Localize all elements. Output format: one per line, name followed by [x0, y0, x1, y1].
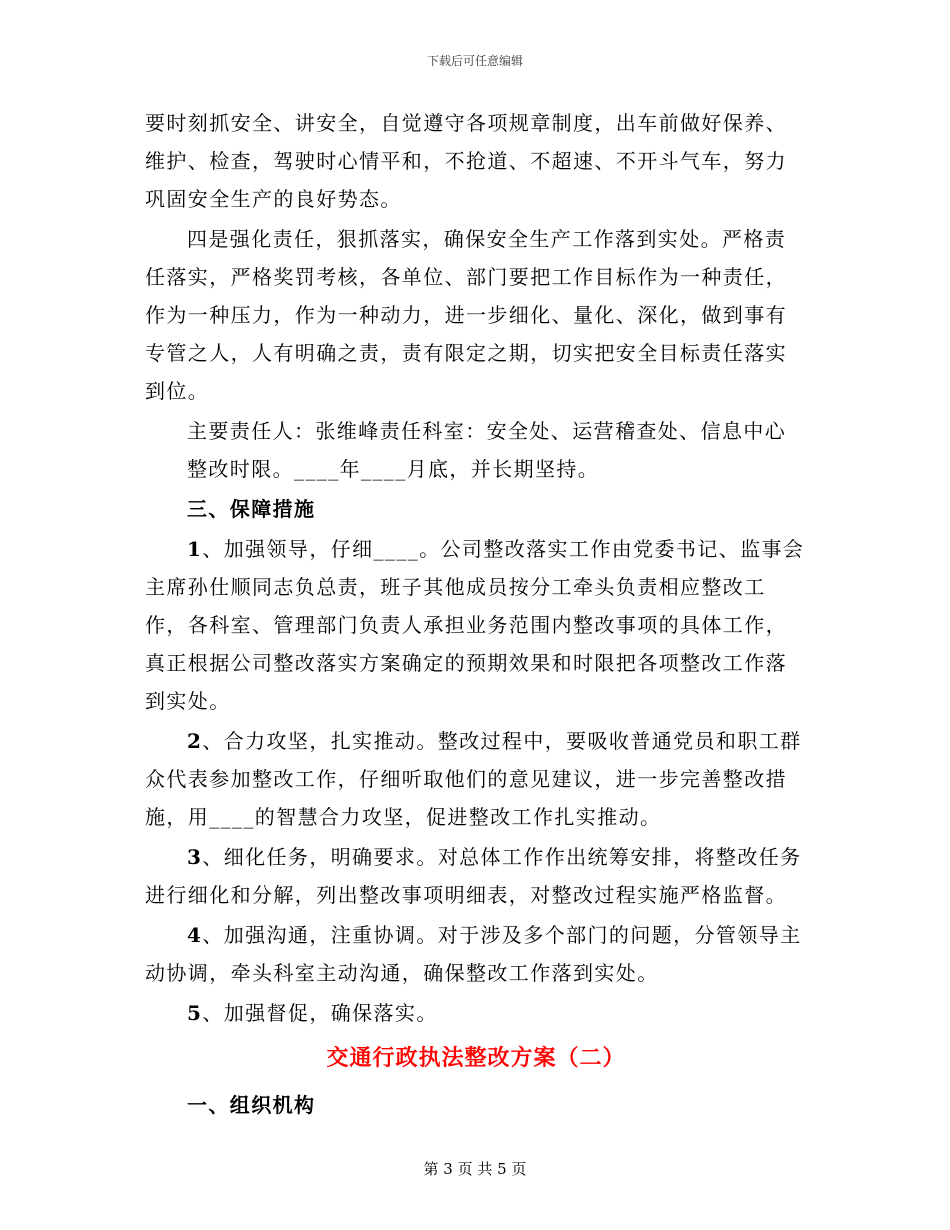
paragraph-deadline: 整改时限。____年____月底，并长期坚持。 — [187, 457, 600, 481]
page-footer: 第 3 页 共 5 页 — [423, 1160, 527, 1178]
measure-number: 1 — [187, 537, 203, 561]
paragraph-responsible-person: 主要责任人：张维峰责任科室：安全处、运营稽查处、信息中心 — [187, 419, 787, 443]
paragraph-responsibility: 四是强化责任，狠抓落实，确保安全生产工作落到实处。严格责任落实，严格奖罚考核，各单位、部门要把工作目标作为一种责任，作为一种压力，作为一种动力，进一步细化、量化、深化，做到事有专管之人，人有明确之责，责有限定之期，切实把安全目标责任落实到位。 — [145, 227, 787, 403]
measure-number: 4 — [187, 923, 203, 947]
measure-number: 5 — [187, 1001, 203, 1025]
measure-number: 2 — [187, 729, 203, 753]
measure-text: 、加强沟通，注重协调。对于涉及多个部门的问题，分管领导主动协调，牵头科室主动沟通，确保整改工作落到实处。 — [145, 923, 802, 985]
measure-text: 、细化任务，明确要求。对总体工作作出统筹安排，将整改任务进行细化和分解，列出整改事项明细表，对整改过程实施严格监督。 — [145, 845, 802, 907]
measure-1 — [145, 530, 807, 720]
measure-text: 、加强督促，确保落实。 — [202, 1001, 438, 1025]
measure-3 — [145, 838, 807, 914]
paragraph-safety-driving: 要时刻抓安全、讲安全，自觉遵守各项规章制度，出车前做好保养、维护、检查，驾驶时心情平和，不抢道、不超速、不开斗气车，努力巩固安全生产的良好势态。 — [145, 111, 787, 211]
section-heading-organization: 一、组织机构 — [187, 1093, 316, 1117]
section-heading-safeguards: 三、保障措施 — [187, 497, 316, 521]
document-title-part-two: 交通行政执法整改方案（二） — [326, 1045, 626, 1071]
measure-text: 、加强领导，仔细____。公司整改落实工作由党委书记、监事会主席孙仕顺同志负总责，班子其他成员按分工牵头负责相应整改工作，各科室、管理部门负责人承担业务范围内整改事项的具体工作，真正根据公司整改落实方案确定的预期效果和时限把各项整改工作落到实处。 — [145, 537, 805, 713]
measure-4 — [145, 916, 807, 992]
measure-text: 、合力攻坚，扎实推动。整改过程中，要吸收普通党员和职工群众代表参加整改工作，仔细听取他们的意见建议，进一步完善整改措施，用____的智慧合力攻坚，促进整改工作扎实推动。 — [145, 729, 802, 829]
document-body — [145, 104, 807, 1124]
measure-number: 3 — [187, 845, 203, 869]
page-header: 下载后可任意编辑 — [426, 54, 523, 68]
measure-2 — [145, 722, 807, 836]
measure-5 — [145, 994, 807, 1032]
